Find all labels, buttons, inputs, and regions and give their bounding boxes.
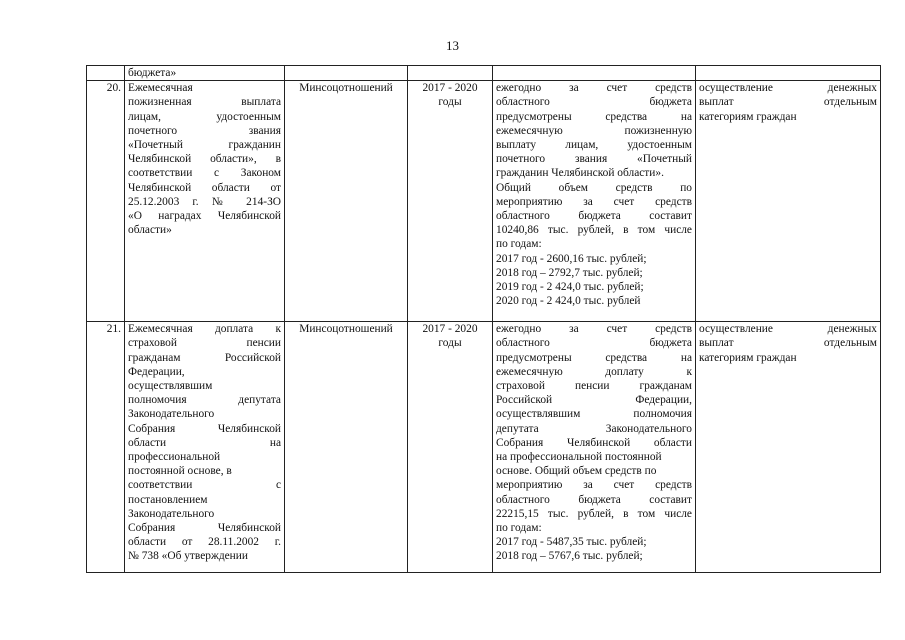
text-line: Ежемесячная доплата к [128, 323, 281, 336]
description-cell [493, 66, 696, 81]
text-line: Собрания Челябинской [128, 522, 281, 535]
period-line: 2017 - 2020 [422, 82, 478, 95]
measure-name-cell [125, 66, 285, 81]
executor-cell [285, 66, 408, 81]
text-line: на профессиональной постоянной [496, 451, 662, 464]
executor-cell: Минсоцотношений [285, 81, 408, 322]
text-line: Законодательного [128, 408, 215, 421]
text-line: Челябинской области от [128, 181, 281, 194]
row-number: 20. [87, 81, 125, 322]
text-line: осуществлявшим полномочия [496, 408, 692, 421]
text-line: соответствии с Законом [128, 167, 281, 180]
text-line: Собрания Челябинской области [496, 436, 692, 449]
period-line: годы [438, 337, 462, 350]
result-cell [696, 81, 881, 322]
text-line: областного бюджета [496, 337, 692, 350]
text-line: мероприятию за счет средств [496, 195, 692, 208]
text-line: 10240,86 тыс. рублей, в том числе [496, 224, 692, 237]
text-line: 22215,15 тыс. рублей, в том числе [496, 507, 692, 520]
text-line: 2018 год – 5767,6 тыс. рублей; [496, 550, 643, 563]
measure-name-cell [125, 81, 285, 322]
page-number: 13 [446, 38, 459, 53]
text-line: Федерации, [128, 365, 185, 378]
text-line: постановлением [128, 493, 208, 506]
text-line: осуществление денежных [699, 82, 877, 95]
text-line: 2019 год - 2 424,0 тыс. рублей; [496, 281, 644, 294]
table-body [87, 66, 881, 573]
period-cell [408, 81, 493, 322]
text-line: мероприятию за счет средств [496, 479, 692, 492]
text-line: «Почетный гражданин [128, 139, 281, 152]
text-line: по годам: [496, 238, 542, 251]
row-number: 21. [87, 322, 125, 573]
measure-name-cell [125, 322, 285, 573]
text-line: Челябинской области», в [128, 153, 281, 166]
text-line: Законодательного [128, 507, 215, 520]
text-line: почетного звания «Почетный [496, 153, 692, 166]
text-line: предусмотрены средства на [496, 110, 692, 123]
text-line: почетного звания [128, 124, 281, 137]
text-line: категориям граждан [699, 110, 797, 123]
text-line: областного бюджета составит [496, 210, 692, 223]
text-line: бюджета» [128, 67, 177, 79]
description-cell [493, 322, 696, 573]
text-line: 2017 год - 5487,35 тыс. рублей; [496, 536, 647, 549]
text-line: страховой пенсии гражданам [496, 380, 692, 393]
text-line: 25.12.2003 г. № 214-ЗО [128, 195, 281, 208]
period-cell [408, 322, 493, 573]
period-line: годы [438, 96, 462, 109]
text-line: Российской Федерации, [496, 394, 692, 407]
text-line: ежегодно за счет средств [496, 82, 692, 95]
description-cell [493, 81, 696, 322]
text-line: Собрания Челябинской [128, 422, 281, 435]
text-line: 2017 год - 2600,16 тыс. рублей; [496, 252, 647, 265]
text-line: выплат отдельным [699, 337, 877, 350]
text-line: областного бюджета составит [496, 493, 692, 506]
text-line: области на [128, 436, 281, 449]
text-line: пожизненная выплата [128, 96, 281, 109]
text-line: ежегодно за счет средств [496, 323, 692, 336]
text-line: осуществление денежных [699, 323, 877, 336]
text-line: областного бюджета [496, 96, 692, 109]
row-number [87, 66, 125, 81]
text-line: выплат отдельным [699, 96, 877, 109]
period-cell [408, 66, 493, 81]
text-line: гражданам Российской [128, 351, 281, 364]
text-line: 2020 год - 2 424,0 тыс. рублей [496, 295, 641, 308]
result-cell [696, 66, 881, 81]
text-line: ежемесячную доплату к [496, 365, 692, 378]
text-line: по годам: [496, 522, 542, 535]
text-line: соответствии с [128, 479, 281, 492]
result-cell [696, 322, 881, 573]
text-line: профессиональной [128, 451, 221, 464]
text-line: полномочия депутата [128, 394, 281, 407]
text-line: гражданин Челябинской области». [496, 167, 664, 180]
text-line: «О наградах Челябинской [128, 210, 281, 223]
table-row [87, 322, 881, 573]
text-line: № 738 «Об утверждении [128, 550, 248, 563]
text-line: 2018 год – 2792,7 тыс. рублей; [496, 266, 643, 279]
period-line: 2017 - 2020 [422, 323, 478, 336]
text-line: постоянной основе, в [128, 465, 232, 478]
text-line: депутата Законодательного [496, 422, 692, 435]
text-line: области от 28.11.2002 г. [128, 536, 281, 549]
table-row [87, 81, 881, 322]
text-line: основе. Общий объем средств по [496, 465, 657, 478]
text-line: осуществлявшим [128, 380, 213, 393]
executor-cell: Минсоцотношений [285, 322, 408, 573]
text-line: области» [128, 224, 172, 237]
program-table [86, 65, 881, 573]
text-line: страховой пенсии [128, 337, 281, 350]
text-line: Общий объем средств по [496, 181, 692, 194]
text-line: категориям граждан [699, 351, 797, 364]
text-line: Ежемесячная [128, 82, 193, 95]
text-line: лицам, удостоенным [128, 110, 281, 123]
text-line: выплату лицам, удостоенным [496, 139, 692, 152]
text-line: ежемесячную пожизненную [496, 124, 692, 137]
text-line: предусмотрены средства на [496, 351, 692, 364]
table-row [87, 66, 881, 81]
